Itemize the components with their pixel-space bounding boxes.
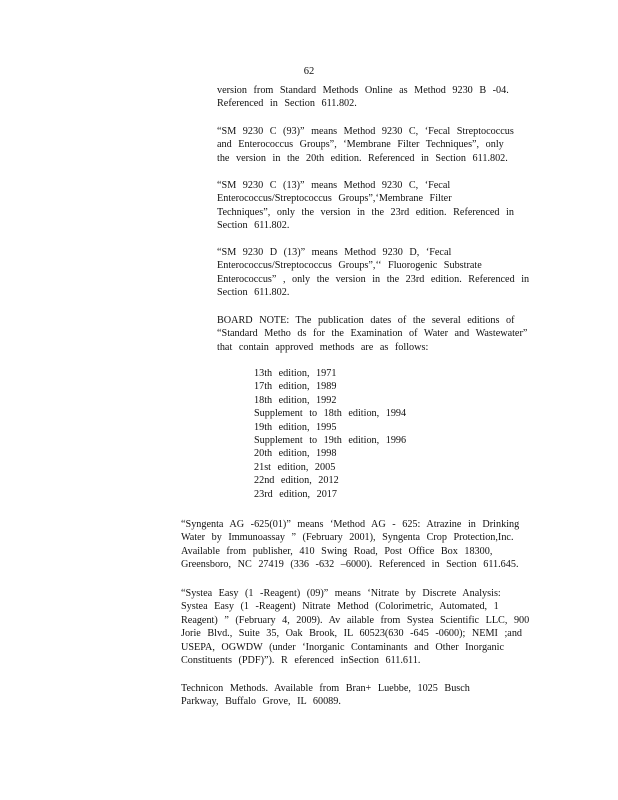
text-line: Greensboro, NC 27419 (336 -632 –6000). Referenced in Section 611.645. xyxy=(181,559,519,571)
paragraph-sm-9230c-93 xyxy=(217,125,552,165)
paragraph-sm-9230c-13 xyxy=(217,179,552,233)
text-line: Section 611.802. xyxy=(217,220,290,232)
list-item: 21st edition, 2005 xyxy=(254,461,336,473)
text-line: Section 611.802. xyxy=(217,287,290,299)
list-item: 13th edition, 1971 xyxy=(254,368,337,379)
editions-list xyxy=(254,367,454,501)
list-item: 22nd edition, 2012 xyxy=(254,475,339,487)
text-line: “SM 9230 C (13)” means Method 9230 C, ‘Fecal xyxy=(217,180,451,191)
text-line: “SM 9230 D (13)” means Method 9230 D, ‘Fecal xyxy=(217,247,452,258)
text-line: Technicon Methods. Available from Bran+ Luebbe, 1025 Busch xyxy=(181,683,470,694)
text-line: “Syngenta AG -625(01)” means ‘Method AG - 625: Atrazine in Drinking xyxy=(181,519,520,530)
list-item: Supplement to 18th edition, 1994 xyxy=(254,408,407,420)
text-line: Techniques”, only the version in the 23rd edition. Referenced in xyxy=(217,206,514,218)
list-item: Supplement to 19th edition, 1996 xyxy=(254,435,407,447)
text-line: and Enterococcus Groups”, ‘Membrane Filter Techniques”, only xyxy=(217,139,504,151)
text-line: Jorie Blvd., Suite 35, Oak Brook, IL 60523(630 -645 -0600); NEMI ;and xyxy=(181,628,523,640)
text-line: Water by Immunoassay ” (February 2001), Syngenta Crop Protection,Inc. xyxy=(181,532,514,544)
paragraph-systea xyxy=(181,587,541,667)
paragraph-sm-9230d-13 xyxy=(217,246,552,300)
paragraph-technicon xyxy=(181,682,541,709)
list-item: 20th edition, 1998 xyxy=(254,448,337,460)
text-line: Enterococcus/Streptococcus Groups”,‘‘ Fluorogenic Substrate xyxy=(217,260,482,272)
text-line: Reagent) ” (February 4, 2009). Av ailable from Systea Scientific LLC, 900 xyxy=(181,614,530,626)
text-line: Systea Easy (1 -Reagent) Nitrate Method (Colorimetric, Automated, 1 xyxy=(181,601,499,613)
list-item: 18th edition, 1992 xyxy=(254,394,337,406)
list-item: 23rd edition, 2017 xyxy=(254,488,337,500)
list-item: 19th edition, 1995 xyxy=(254,421,337,433)
paragraph-standard-methods-online xyxy=(217,84,552,111)
text-line: USEPA, OGWDW (under ‘Inorganic Contaminants and Other Inorganic xyxy=(181,641,505,653)
list-item: 17th edition, 1989 xyxy=(254,381,337,393)
paragraph-syngenta xyxy=(181,518,541,572)
text-line: Constituents (PDF)”). R eferenced inSection 611.611. xyxy=(181,655,421,667)
text-line: “Standard Metho ds for the Examination of Water and Wastewater” xyxy=(217,328,528,340)
text-line: Parkway, Buffalo Grove, IL 60089. xyxy=(181,696,341,708)
page-number: 62 xyxy=(303,66,315,77)
text-line: Enterococcus/Streptococcus Groups”,‘Membrane Filter xyxy=(217,193,452,205)
text-line: “SM 9230 C (93)” means Method 9230 C, ‘Fecal Streptococcus xyxy=(217,126,514,137)
text-line: that contain approved methods are as follows: xyxy=(217,341,429,353)
text-line: the version in the 20th edition. Referenced in Section 611.802. xyxy=(217,152,508,164)
text-line: Available from publisher, 410 Swing Road, Post Office Box 18300, xyxy=(181,545,493,557)
text-line: Referenced in Section 611.802. xyxy=(217,98,357,110)
text-line: BOARD NOTE: The publication dates of the several editions of xyxy=(217,315,515,326)
text-line: “Systea Easy (1 -Reagent) (09)” means ‘Nitrate by Discrete Analysis: xyxy=(181,588,501,599)
paragraph-board-note xyxy=(217,314,552,354)
text-line: Enterococcus” , only the version in the 23rd edition. Referenced in xyxy=(217,273,530,285)
text-line: version from Standard Methods Online as Method 9230 B -04. xyxy=(217,85,509,96)
